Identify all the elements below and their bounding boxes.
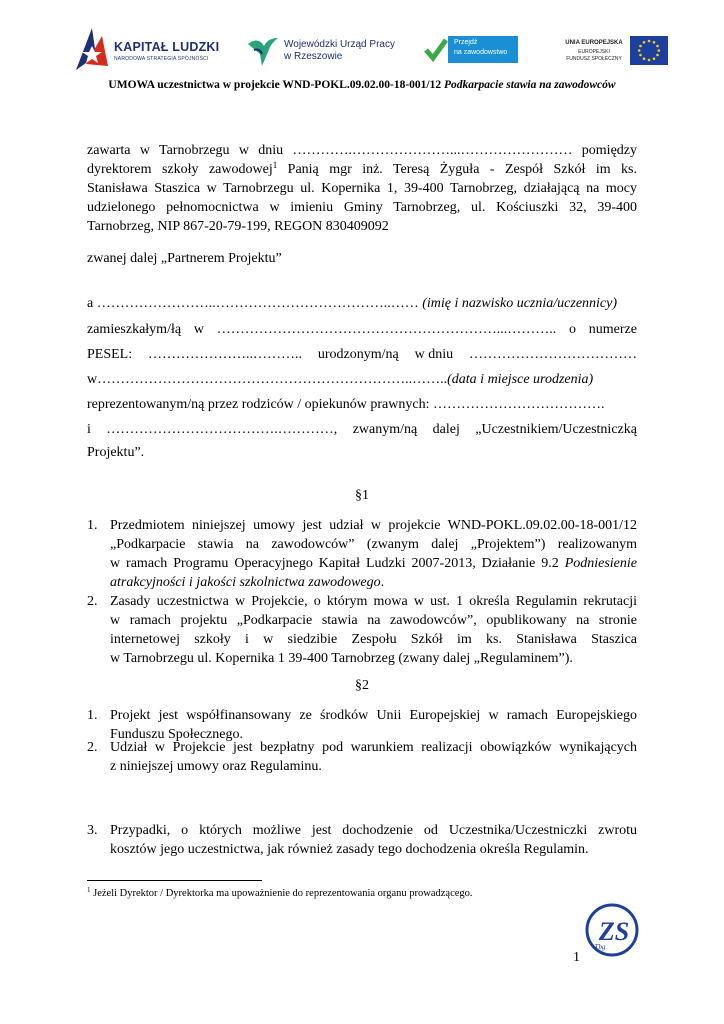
s1i1-line-3-text: w ramach Programu Operacyjnego Kapitał Ludzki 2007-2013, Działanie 9.2 xyxy=(110,556,565,571)
section-2-item-2 xyxy=(110,738,637,776)
section-2-heading: §2 xyxy=(355,678,369,693)
section-2-item-3-number: 3. xyxy=(87,823,98,838)
participant-name-line xyxy=(87,294,637,313)
footnote-text: Jeżeli Dyrektor / Dyrektorka ma upoważnienie do reprezentowania organu prowadzącego. xyxy=(90,888,473,899)
przejdz-na-zawodowstwo-logo xyxy=(424,36,520,64)
header-title-main: UMOWA uczestnictwa w projekcie WND-POKL.09.02.00-18-001/12 xyxy=(108,79,445,91)
participant-birthplace-line xyxy=(87,370,637,389)
s2i2-line-2: z niniejszej umowy oraz Regulaminu. xyxy=(110,759,322,774)
kapital-ludzki-title: KAPITAŁ LUDZKI xyxy=(114,40,220,54)
page-number: 1 xyxy=(573,950,580,965)
address-blank: ……………………………………………………...……….. xyxy=(216,322,557,337)
s1i1-line-4-italic: atrakcyjności i jakości szkolnictwa zawodowego xyxy=(110,575,381,590)
przejdz-title: Przejdź xyxy=(454,39,478,46)
footnote-separator xyxy=(87,880,262,881)
wup-bird-icon xyxy=(246,32,282,68)
s2i1-line-1: Projekt jest współfinansowany ze środków Unii Europejskiej w ramach Europejskiego xyxy=(110,708,637,723)
zs-tbg-emblem-icon xyxy=(584,902,640,958)
section-1-item-1-number: 1. xyxy=(87,518,98,533)
pesel-blank: …………………..……….. xyxy=(148,347,302,362)
document-header-title xyxy=(0,79,724,91)
s1i1-line-4 xyxy=(110,573,637,592)
participant-projektu-line: Projektu”. xyxy=(87,445,145,460)
intro-line-5: Tarnobrzeg, NIP 867-20-79-199, REGON 830409092 xyxy=(87,219,389,234)
intro-line-2 xyxy=(87,160,637,179)
s1i2-line-1: Zasady uczestnictwa w Projekcie, o którym mowa w ust. 1 określa Regulamin rekrutacji xyxy=(110,594,637,609)
kapital-ludzki-logo xyxy=(72,26,220,72)
stamp-letters: ZS xyxy=(598,917,630,946)
s2i3-line-2: kosztów jego uczestnictwa, jak również zasady tego dochodzenia określa Regulamin. xyxy=(110,842,589,857)
pesel-label: PESEL: xyxy=(87,347,133,362)
birthplace-blank: w…………………………………………………………..…….. xyxy=(87,372,448,387)
stamp-sub: Tbg xyxy=(594,943,606,951)
participant-pesel-line xyxy=(87,345,637,364)
przejdz-subtitle: na zawodowstwo xyxy=(454,49,508,56)
kapital-ludzki-subtitle: NARODOWA STRATEGIA SPÓJNOŚCI xyxy=(114,56,209,62)
guardian-blank: ……………………………….…………, xyxy=(106,422,338,437)
guardian-word-1: i xyxy=(87,422,91,437)
s1i2-line-3: internetowej szkoły i w siedzibie Zespołu Szkół im ks. Stanisława Staszica xyxy=(110,632,637,647)
born-label: urodzonym/ną xyxy=(317,347,399,362)
participant-representation-line: reprezentowanym/ną przez rodziców / opiekunów prawnych: ………………………………. xyxy=(87,397,605,412)
s2i2-line-1: Udział w Projekcie jest bezpłatny pod warunkiem realizacji obowiązków wynikających xyxy=(110,740,637,755)
guardian-word-3: zwanym/ną xyxy=(352,422,418,437)
s2i3-line-1: Przypadki, o których możliwe jest dochodzenie od Uczestnika/Uczestniczki zwrotu xyxy=(110,823,637,838)
footnote xyxy=(87,888,473,899)
intro-line-4: udzielonego pełnomocnictwa w imieniu Gminy Tarnobrzeg, ul. Kościuszki 32, 39-400 xyxy=(87,200,637,215)
participant-guardian-line xyxy=(87,420,637,439)
address-word-2: w xyxy=(193,322,204,337)
intro-director-name: Panią mgr inż. Teresą Żyguła - Zespół Szkół im ks. xyxy=(277,162,637,177)
eu-title: UNIA EUROPEJSKA xyxy=(565,40,623,46)
address-word-5: numerze xyxy=(588,322,637,337)
header-title-project: Podkarpacie stawia na zawodowców xyxy=(444,79,616,91)
przejdz-check-icon xyxy=(424,36,448,64)
born-date-blank: ……………………………… xyxy=(469,347,637,362)
s1i2-line-2: w ramach projektu „Podkarpacie stawia na zawodowców”, opublikowany na stronie xyxy=(110,613,637,628)
wup-title: Wojewódzki Urząd Pracy xyxy=(284,39,395,50)
born-day-label: w dniu xyxy=(414,347,454,362)
intro-line-1: zawarta w Tarnobrzegu w dniu ………….…………………...…………………… pomiędzy xyxy=(87,143,637,158)
footnote-marker: 1 xyxy=(87,886,91,894)
section-1-item-1 xyxy=(110,516,637,592)
address-word-4: o xyxy=(569,322,576,337)
s2i1-line-2: Funduszu Społecznego. xyxy=(110,727,243,742)
footnote-ref: 1 xyxy=(272,160,278,170)
participant-address-line xyxy=(87,320,637,339)
section-1-heading: §1 xyxy=(355,488,369,503)
s1i1-line-3 xyxy=(110,554,637,573)
participant-name-hint: (imię i nazwisko ucznia/uczennicy) xyxy=(422,296,618,311)
partner-line: zwanej dalej „Partnerem Projektu” xyxy=(87,251,282,266)
kapital-ludzki-emblem-icon xyxy=(72,26,112,72)
wup-rzeszow-logo xyxy=(246,32,406,68)
wup-subtitle: w Rzeszowie xyxy=(284,51,343,62)
school-stamp-logo xyxy=(584,902,640,958)
section-2-item-2-number: 2. xyxy=(87,740,98,755)
birthplace-hint: (data i miejsce urodzenia) xyxy=(447,372,594,387)
guardian-word-5: „Uczestnikiem/Uczestniczką xyxy=(475,422,637,437)
eu-flag-icon xyxy=(630,36,668,65)
s1i2-line-4: w Tarnobrzegu ul. Kopernika 1 39-400 Tarnobrzeg (zwany dalej „Regulaminem”). xyxy=(110,651,573,666)
s1i1-line-1: Przedmiotem niniejszej umowy jest udział w projekcie WND-POKL.09.02.00-18-001/12 xyxy=(110,518,637,533)
s1i1-line-3-italic: Podniesienie xyxy=(564,556,637,571)
s1i1-line-4-dot: . xyxy=(380,575,385,590)
s1i1-line-2: „Podkarpacie stawia na zawodowców” (zwanym dalej „Projektem”) realizowanym xyxy=(110,537,637,552)
guardian-word-4: dalej xyxy=(432,422,460,437)
intro-director: dyrektorem szkoły zawodowej xyxy=(87,162,273,177)
section-1-item-2-number: 2. xyxy=(87,594,98,609)
section-2-item-1-number: 1. xyxy=(87,708,98,723)
section-1-item-2 xyxy=(110,592,637,668)
section-2-item-3 xyxy=(110,821,637,859)
eu-fund-line1: EUROPEJSKI xyxy=(578,49,610,55)
address-word-1: zamieszkałym/łą xyxy=(87,322,182,337)
eu-fund-line2: FUNDUSZ SPOŁECZNY xyxy=(566,56,622,62)
intro-line-3: Stanisława Staszica w Tarnobrzegu ul. Kopernika 1, 39-400 Tarnobrzeg, działającą na mocy xyxy=(87,181,637,196)
eu-logo xyxy=(560,36,668,66)
participant-name-blank: a ……………………..………………………………..…… xyxy=(87,296,423,311)
